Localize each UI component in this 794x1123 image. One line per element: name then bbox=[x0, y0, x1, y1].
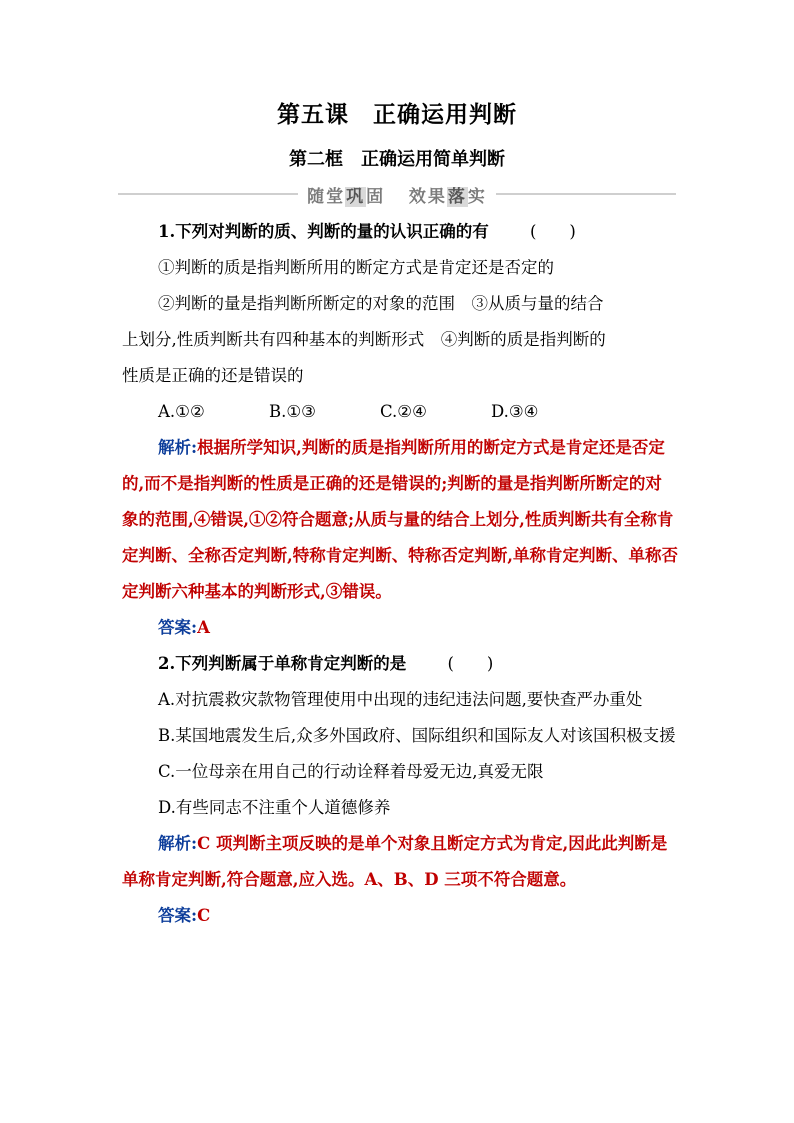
banner-part1-a: 随堂 bbox=[307, 187, 346, 207]
q2-option-a: A.对抗震救灾款物管理使用中出现的违纪违法问题,要快查严办重处 bbox=[158, 690, 643, 709]
banner-part2-c: 实 bbox=[467, 187, 487, 207]
section-banner bbox=[118, 182, 676, 206]
q1-answer-paren: ( ) bbox=[529, 222, 576, 241]
q1-option-a: A.①② bbox=[158, 402, 205, 421]
q1-statement-2-line3: 性质是正确的还是错误的 bbox=[122, 366, 304, 385]
q2-answer-label: 答案: bbox=[158, 906, 198, 925]
q1-option-c: C.②④ bbox=[380, 402, 427, 421]
q1-analysis bbox=[122, 430, 678, 610]
section-title: 第二框 正确运用简单判断 bbox=[289, 149, 505, 170]
q2-option-b: B.某国地震发生后,众多外国政府、国际组织和国际友人对该国积极支援 bbox=[158, 726, 676, 745]
banner-part2-a: 效果 bbox=[408, 187, 447, 207]
q1-answer-value: A bbox=[197, 618, 210, 637]
banner-part1-b: 巩 bbox=[346, 187, 366, 207]
lesson-title: 第五课 正确运用判断 bbox=[277, 101, 517, 128]
q2-option-c: C.一位母亲在用自己的行动诠释着母爱无边,真爱无限 bbox=[158, 762, 544, 781]
q1-option-d: D.③④ bbox=[491, 402, 539, 421]
q1-statement-2-line2: 上划分,性质判断共有四种基本的判断形式 ④判断的质是指判断的 bbox=[122, 330, 606, 349]
banner-part2-b: 落 bbox=[447, 187, 467, 207]
q1-analysis-label: 解析: bbox=[158, 438, 198, 457]
q1-statement-2-line1: ②判断的量是指判断所断定的对象的范围 ③从质与量的结合 bbox=[158, 294, 604, 313]
q1-stem: 1.下列对判断的质、判断的量的认识正确的有 ( ) bbox=[122, 214, 678, 250]
q2-answer bbox=[122, 898, 678, 934]
q1-option-b: B.①③ bbox=[269, 402, 316, 421]
q1-analysis-text: 根据所学知识,判断的质是指判断所用的断定方式是肯定还是否定的,而不是指判断的性质是正确的还是错误的;判断的量是指判断所断定的对象的范围,④错误,①②符合题意;从质与量的结合上划分,性质判断共有全称肯定判断、全称否定判断,特称肯定判断、特称否定判断,单称肯定判断、单称否定判断六种基本的判断形式,③错误。 bbox=[122, 438, 678, 601]
banner-part1-c: 固 bbox=[366, 187, 386, 207]
q1-answer-label: 答案: bbox=[158, 618, 198, 637]
q2-analysis bbox=[122, 826, 678, 898]
q2-answer-paren: ( ) bbox=[447, 654, 494, 673]
question-body bbox=[122, 214, 678, 934]
q2-answer-value: C bbox=[197, 906, 211, 925]
q1-options bbox=[122, 394, 678, 430]
banner-text bbox=[118, 182, 676, 207]
q1-answer bbox=[122, 610, 678, 646]
q2-stem: 2.下列判断属于单称肯定判断的是 ( ) bbox=[122, 646, 678, 682]
q2-analysis-text: C 项判断主项反映的是单个对象且断定方式为肯定,因此此判断是单称肯定判断,符合题意,应入选。A、B、D 三项不符合题意。 bbox=[122, 834, 668, 889]
q1-statement-1: ①判断的质是指判断所用的断定方式是肯定还是否定的 bbox=[158, 258, 554, 277]
q2-option-d: D.有些同志不注重个人道德修养 bbox=[158, 798, 391, 817]
q2-analysis-label: 解析: bbox=[158, 834, 198, 853]
